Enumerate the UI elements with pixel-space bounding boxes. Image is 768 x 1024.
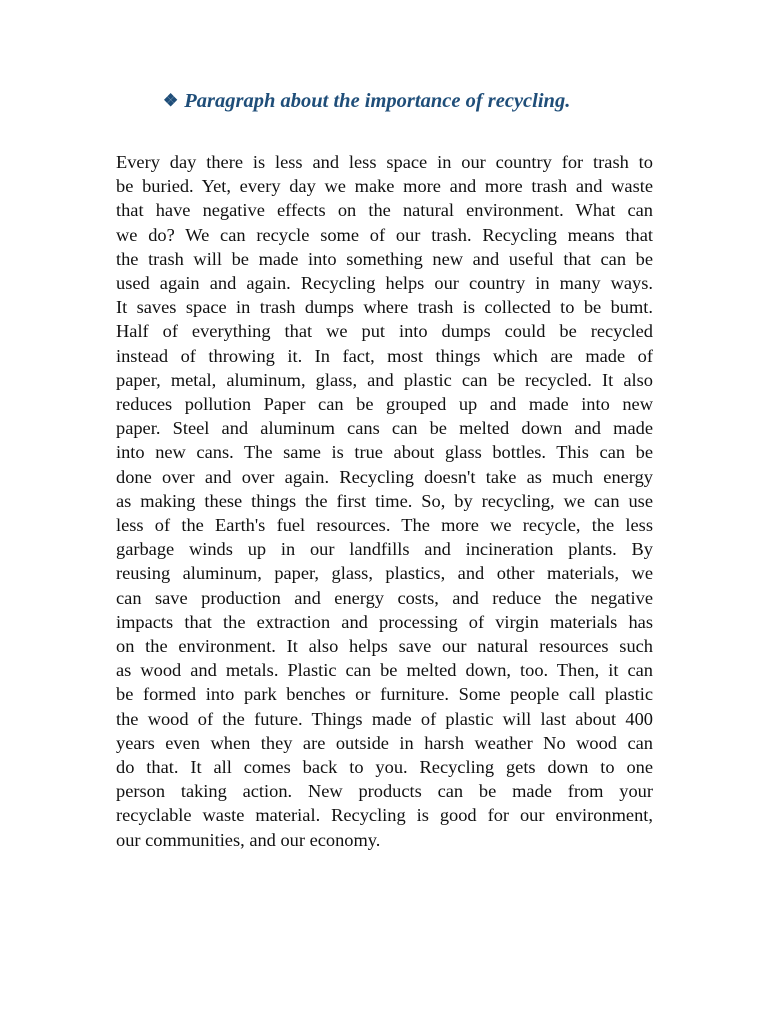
paragraph-line: as making these things the first time. So, by recycling, we can use [116, 490, 653, 511]
paragraph-line: It saves space in trash dumps where trash is collected to be bumt. [116, 297, 653, 318]
paragraph-line: do that. It all comes back to you. Recycling gets down to one [116, 757, 653, 778]
document-title [163, 86, 683, 116]
paragraph-line: instead of throwing it. In fact, most things which are made of [116, 345, 653, 366]
paragraph-line: paper. Steel and aluminum cans can be melted down and made [116, 418, 653, 439]
paragraph-line: reusing aluminum, paper, glass, plastics, and other materials, we [116, 563, 653, 584]
paragraph-line: reduces pollution Paper can be grouped up and made into new [116, 394, 653, 415]
paragraph-line: on the environment. It also helps save our natural resources such [116, 636, 653, 657]
paragraph-line: less of the Earth's fuel resources. The more we recycle, the less [116, 515, 653, 536]
paragraph-line: Every day there is less and less space in our country for trash to [116, 152, 653, 172]
paragraph-line: person taking action. New products can be made from your [116, 781, 653, 802]
paragraph-line: garbage winds up in our landfills and incineration plants. By [116, 539, 653, 560]
paragraph-line: the wood of the future. Things made of plastic will last about 400 [116, 708, 653, 729]
paragraph-line: used again and again. Recycling helps our country in many ways. [116, 273, 653, 294]
paragraph-line: the trash will be made into something new and useful that can be [116, 248, 653, 269]
paragraph-line: impacts that the extraction and processing of virgin materials has [116, 611, 653, 632]
paragraph-line: Half of everything that we put into dumps could be recycled [116, 321, 653, 342]
body-paragraph [116, 150, 653, 852]
paragraph-line: be buried. Yet, every day we make more and more trash and waste [116, 176, 653, 197]
paragraph-line: done over and over again. Recycling doesn't take as much energy [116, 466, 653, 487]
title-text: Paragraph about the importance of recycling. [184, 90, 571, 112]
paragraph-line: as wood and metals. Plastic can be melted down, too. Then, it can [116, 660, 653, 681]
paragraph-line: we do? We can recycle some of our trash. Recycling means that [116, 224, 653, 245]
paragraph-line: years even when they are outside in harsh weather No wood can [116, 732, 653, 753]
paragraph-line: paper, metal, aluminum, glass, and plastic can be recycled. It also [116, 369, 653, 390]
paragraph-line: that have negative effects on the natural environment. What can [116, 200, 653, 221]
paragraph-line: our communities, and our economy. [116, 829, 381, 850]
paragraph-line: into new cans. The same is true about glass bottles. This can be [116, 442, 653, 463]
paragraph-line: can save production and energy costs, and reduce the negative [116, 587, 653, 608]
paragraph-line: be formed into park benches or furniture. Some people call plastic [116, 684, 653, 705]
diamond-bullet-icon: ❖ [163, 91, 179, 110]
paragraph-line: recyclable waste material. Recycling is good for our environment, [116, 805, 653, 826]
